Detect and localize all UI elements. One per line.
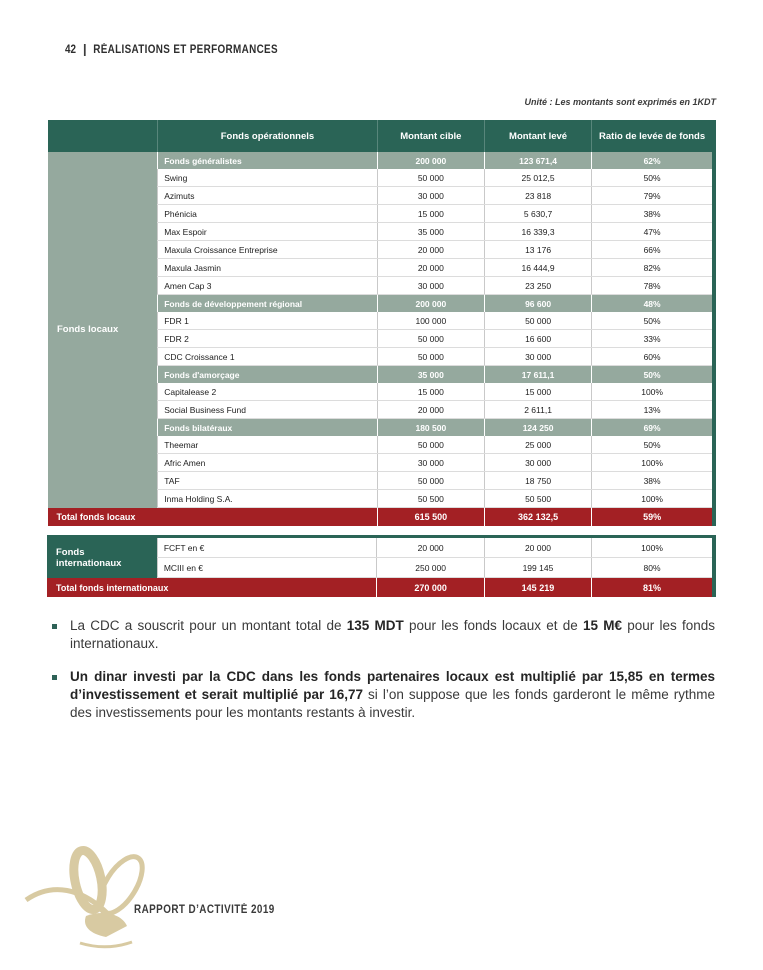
col-header-fonds-operationnels: Fonds opérationnels (158, 120, 377, 152)
montant-cible-cell: 15 000 (377, 383, 484, 401)
total-fonds-locaux-row (48, 508, 715, 527)
fund-name-cell: Theemar (158, 436, 377, 454)
montant-leve-cell: 16 339,3 (484, 223, 591, 241)
montant-cible-cell: 200 000 (377, 295, 484, 313)
ratio-cell: 13% (592, 401, 714, 419)
montant-cible-cell: 180 500 (377, 419, 484, 437)
montant-cible-cell: 20 000 (377, 241, 484, 259)
bullet-item (52, 668, 715, 722)
montant-cible-cell: 30 000 (377, 187, 484, 205)
group-header-cell (48, 120, 158, 152)
montant-cible-cell: 200 000 (377, 152, 484, 169)
fund-name-cell: Inma Holding S.A. (158, 490, 377, 508)
total-fonds-internationaux-row (47, 578, 714, 598)
col-header-montant-leve: Montant levé (484, 120, 591, 152)
montant-cible-cell: 30 000 (377, 454, 484, 472)
montant-cible-cell: 15 000 (377, 205, 484, 223)
montant-leve-cell: 30 000 (484, 348, 591, 366)
total-ratio: 59% (592, 508, 714, 527)
montant-leve-cell: 124 250 (484, 419, 591, 437)
montant-cible-cell: 250 000 (377, 558, 484, 578)
total-montant-cible: 270 000 (377, 578, 484, 598)
bullet-item (52, 617, 715, 653)
fund-row (47, 537, 714, 558)
ratio-cell: 38% (592, 472, 714, 490)
page-header (65, 44, 278, 56)
fund-name-cell: Social Business Fund (158, 401, 377, 419)
bullet-text: La CDC a souscrit pour un montant total de 135 MDT pour les fonds locaux et de 15 M€ pour les fonds internationaux. (70, 618, 715, 651)
ratio-cell: 66% (592, 241, 714, 259)
montant-cible-cell: 35 000 (377, 366, 484, 384)
ratio-cell: 78% (592, 277, 714, 295)
montant-cible-cell: 30 000 (377, 277, 484, 295)
montant-leve-cell: 15 000 (484, 383, 591, 401)
montant-leve-cell: 23 818 (484, 187, 591, 205)
fund-name-cell: Phénicia (158, 205, 377, 223)
total-montant-leve: 362 132,5 (484, 508, 591, 527)
montant-cible-cell: 100 000 (377, 312, 484, 330)
ratio-cell: 50% (592, 169, 714, 187)
montant-leve-cell: 20 000 (484, 537, 591, 558)
montant-cible-cell: 35 000 (377, 223, 484, 241)
fund-name-cell: TAF (158, 472, 377, 490)
ratio-cell: 79% (592, 187, 714, 205)
montant-leve-cell: 30 000 (484, 454, 591, 472)
montant-leve-cell: 50 500 (484, 490, 591, 508)
fund-name-cell: Capitalease 2 (158, 383, 377, 401)
fund-name-cell: Fonds bilatéraux (158, 419, 377, 437)
col-header-montant-cible: Montant cible (377, 120, 484, 152)
total-montant-leve: 145 219 (484, 578, 591, 598)
montant-leve-cell: 5 630,7 (484, 205, 591, 223)
ratio-cell: 48% (592, 295, 714, 313)
total-ratio: 81% (592, 578, 714, 598)
montant-leve-cell: 13 176 (484, 241, 591, 259)
ratio-cell: 50% (592, 436, 714, 454)
ratio-cell: 100% (592, 537, 714, 558)
ratio-cell: 50% (592, 366, 714, 384)
fund-name-cell: FDR 2 (158, 330, 377, 348)
fund-name-cell: Max Espoir (158, 223, 377, 241)
total-label: Total fonds internationaux (47, 578, 377, 598)
ratio-cell: 33% (592, 330, 714, 348)
group-label-fonds-locaux: Fonds locaux (48, 152, 158, 508)
montant-leve-cell: 17 611,1 (484, 366, 591, 384)
montant-cible-cell: 20 000 (377, 401, 484, 419)
fund-name-cell: Fonds de développement régional (158, 295, 377, 313)
table-header (48, 120, 715, 152)
ratio-cell: 47% (592, 223, 714, 241)
fund-name-cell: Fonds généralistes (158, 152, 377, 169)
report-title: RAPPORT D’ACTIVITÉ 2019 (134, 904, 275, 916)
ratio-cell: 80% (592, 558, 714, 578)
montant-leve-cell: 16 444,9 (484, 259, 591, 277)
montant-leve-cell: 23 250 (484, 277, 591, 295)
fund-name-cell: FCFT en € (157, 537, 377, 558)
fund-name-cell: Azimuts (158, 187, 377, 205)
fund-name-cell: FDR 1 (158, 312, 377, 330)
montant-cible-cell: 20 000 (377, 537, 484, 558)
ratio-cell: 62% (592, 152, 714, 169)
total-montant-cible: 615 500 (377, 508, 484, 527)
fund-name-cell: Maxula Croissance Entreprise (158, 241, 377, 259)
fund-name-cell: Swing (158, 169, 377, 187)
fund-name-cell: CDC Croissance 1 (158, 348, 377, 366)
montant-cible-cell: 50 000 (377, 472, 484, 490)
bullet-square-icon (52, 624, 57, 629)
bullet-square-icon (52, 675, 57, 680)
ratio-cell: 82% (592, 259, 714, 277)
montant-cible-cell: 20 000 (377, 259, 484, 277)
ratio-cell: 100% (592, 383, 714, 401)
fonds-internationaux-table (47, 535, 716, 597)
montant-leve-cell: 96 600 (484, 295, 591, 313)
header-divider (84, 44, 86, 56)
montant-cible-cell: 50 000 (377, 348, 484, 366)
tables-block (47, 120, 716, 597)
montant-leve-cell: 50 000 (484, 312, 591, 330)
fund-name-cell: Maxula Jasmin (158, 259, 377, 277)
montant-leve-cell: 199 145 (484, 558, 591, 578)
fund-category-row (48, 152, 715, 169)
ratio-cell: 69% (592, 419, 714, 437)
montant-leve-cell: 18 750 (484, 472, 591, 490)
unit-note: Unité : Les montants sont exprimés en 1KDT (524, 97, 716, 107)
montant-leve-cell: 25 012,5 (484, 169, 591, 187)
fonds-locaux-table (47, 120, 716, 526)
montant-cible-cell: 50 000 (377, 330, 484, 348)
page-number: 42 (65, 44, 77, 56)
ratio-cell: 100% (592, 454, 714, 472)
montant-cible-cell: 50 000 (377, 436, 484, 454)
summary-bullets (52, 617, 715, 722)
total-label: Total fonds locaux (48, 508, 378, 527)
col-header-ratio: Ratio de levée de fonds (592, 120, 714, 152)
section-title: RÉALISATIONS ET PERFORMANCES (93, 44, 278, 56)
montant-leve-cell: 25 000 (484, 436, 591, 454)
montant-cible-cell: 50 000 (377, 169, 484, 187)
cdc-flower-logo-icon (24, 840, 194, 955)
ratio-cell: 60% (592, 348, 714, 366)
montant-leve-cell: 16 600 (484, 330, 591, 348)
fund-name-cell: MCIII en € (157, 558, 377, 578)
ratio-cell: 38% (592, 205, 714, 223)
fund-name-cell: Amen Cap 3 (158, 277, 377, 295)
fund-name-cell: Afric Amen (158, 454, 377, 472)
ratio-cell: 100% (592, 490, 714, 508)
montant-leve-cell: 123 671,4 (484, 152, 591, 169)
bullet-text: Un dinar investi par la CDC dans les fonds partenaires locaux est multiplié par 15,85 en termes d’investissement et serait multiplié par 16,77 si l’on suppose que les fonds garderont le même rythme des investissements pour les montants restants à investir. (70, 668, 715, 720)
fund-name-cell: Fonds d'amorçage (158, 366, 377, 384)
montant-leve-cell: 2 611,1 (484, 401, 591, 419)
group-label-fonds-internationaux: Fonds internationaux (47, 537, 157, 578)
montant-cible-cell: 50 500 (377, 490, 484, 508)
ratio-cell: 50% (592, 312, 714, 330)
